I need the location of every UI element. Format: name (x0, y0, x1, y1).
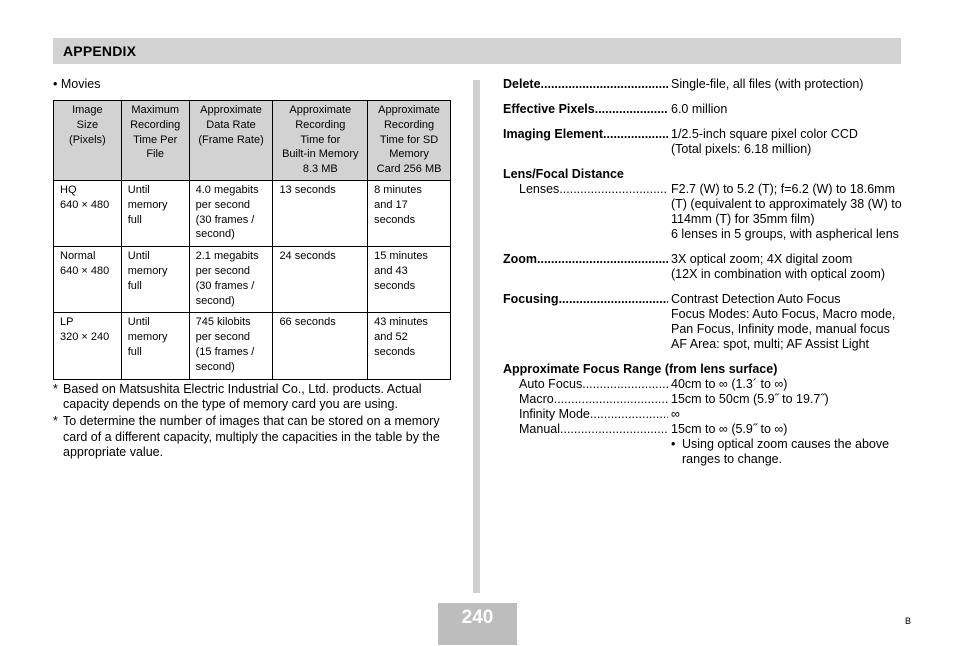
spec-label: Zoom (503, 252, 538, 266)
spec-value: (Total pixels: 6.18 million) (671, 142, 812, 156)
footnote-text: Based on Matsushita Electric Industrial Co., Ltd. products. Actual capacity depends on the type of memory card you are using. (63, 382, 422, 412)
range-note (503, 437, 903, 467)
asterisk-mark: * (53, 414, 58, 429)
table-header-cell: Approximate Recording Time for Built-in Memory 8.3 MB (273, 101, 368, 181)
spec-label: Imaging Element (503, 127, 604, 141)
movies-table (53, 100, 451, 380)
spec-label: Auto Focus (519, 377, 583, 391)
footnote-text: To determine the number of images that can be stored on a memory card of a different capacity, multiply the capacities in the table by the appropriate value. (63, 414, 440, 459)
table-row (54, 247, 451, 313)
table-cell: Until memory full (121, 247, 189, 313)
table-cell: 24 seconds (273, 247, 368, 313)
header-bar (53, 38, 901, 64)
spec-label: Lenses (519, 182, 560, 196)
spec-value: 1/2.5-inch square pixel color CCD (671, 127, 858, 141)
page-number: 240 (461, 607, 494, 628)
table-cell: 66 seconds (273, 313, 368, 379)
spec-focusing (503, 292, 903, 352)
table-cell: 13 seconds (273, 180, 368, 246)
specifications (503, 77, 903, 467)
spec-value: Contrast Detection Auto Focus (671, 292, 841, 306)
spec-value: 6.0 million (671, 102, 728, 116)
spec-macro (503, 392, 903, 407)
page-title: APPENDIX (63, 43, 137, 59)
spec-zoom (503, 252, 903, 282)
spec-value: AF Area: spot, multi; AF Assist Light (671, 337, 869, 351)
spec-value: ∞ (671, 407, 680, 421)
spec-auto-focus (503, 377, 903, 392)
spec-imaging-element (503, 127, 903, 157)
spec-label: Infinity Mode (519, 407, 590, 421)
spec-manual (503, 422, 903, 437)
spec-label: Manual (519, 422, 560, 436)
table-cell: LP 320 × 240 (54, 313, 122, 379)
table-cell: Until memory full (121, 180, 189, 246)
table-header-cell: Maximum Recording Time Per File (121, 101, 189, 181)
footnote (53, 414, 453, 460)
spec-value: 3X optical zoom; 4X digital zoom (671, 252, 853, 266)
range-note-text: Using optical zoom causes the above ranges to change. (682, 437, 890, 466)
table-cell: 43 minutes and 52 seconds (368, 313, 451, 379)
table-header-row (54, 101, 451, 181)
table-row (54, 313, 451, 379)
spec-value: Single-file, all files (with protection) (671, 77, 864, 91)
spec-heading-focus-range: Approximate Focus Range (from lens surface) (503, 362, 778, 376)
corner-letter: B (905, 616, 912, 626)
page-number-box (438, 603, 517, 645)
table-cell: Until memory full (121, 313, 189, 379)
spec-heading-lens: Lens/Focal Distance (503, 167, 624, 181)
table-cell: 4.0 megabits per second (30 frames / second) (189, 180, 273, 246)
spec-infinity-mode (503, 407, 903, 422)
spec-label: Focusing (503, 292, 559, 306)
section-label-movies: • Movies (53, 77, 101, 91)
asterisk-mark: * (53, 382, 58, 396)
spec-value: 40cm to ∞ (1.3´ to ∞) (671, 377, 788, 391)
table-header-cell: Approximate Recording Time for SD Memory Card 256 MB (368, 101, 451, 181)
spec-effective-pixels (503, 102, 903, 117)
table-cell: HQ 640 × 480 (54, 180, 122, 246)
spec-value: Focus Modes: Auto Focus, Macro mode, Pan Focus, Infinity mode, manual focus (671, 307, 896, 336)
spec-value: 6 lenses in 5 groups, with aspherical lens (671, 227, 899, 241)
table-cell: 8 minutes and 17 seconds (368, 180, 451, 246)
table-cell: 745 kilobits per second (15 frames / second) (189, 313, 273, 379)
spec-label: Delete (503, 77, 541, 91)
column-divider (473, 80, 480, 593)
table-cell: 2.1 megabits per second (30 frames / second) (189, 247, 273, 313)
spec-label: Effective Pixels (503, 102, 595, 116)
spec-value: 15cm to 50cm (5.9˝ to 19.7˝) (671, 392, 829, 406)
spec-value: (12X in combination with optical zoom) (671, 267, 885, 281)
footnote (53, 382, 453, 412)
spec-value: 15cm to ∞ (5.9˝ to ∞) (671, 422, 788, 436)
table-row (54, 180, 451, 246)
spec-value: F2.7 (W) to 5.2 (T); f=6.2 (W) to 18.6mm (T) (equivalent to approximately 38 (W) to 114mm (T) for 35mm film) (671, 182, 902, 226)
spec-delete (503, 77, 903, 92)
bullet-icon: • (671, 437, 676, 451)
spec-lenses (503, 182, 903, 242)
spec-label: Macro (519, 392, 554, 406)
table-header-cell: Image Size (Pixels) (54, 101, 122, 181)
table-cell: 15 minutes and 43 seconds (368, 247, 451, 313)
table-cell: Normal 640 × 480 (54, 247, 122, 313)
table-header-cell: Approximate Data Rate (Frame Rate) (189, 101, 273, 181)
footnotes (53, 382, 453, 462)
